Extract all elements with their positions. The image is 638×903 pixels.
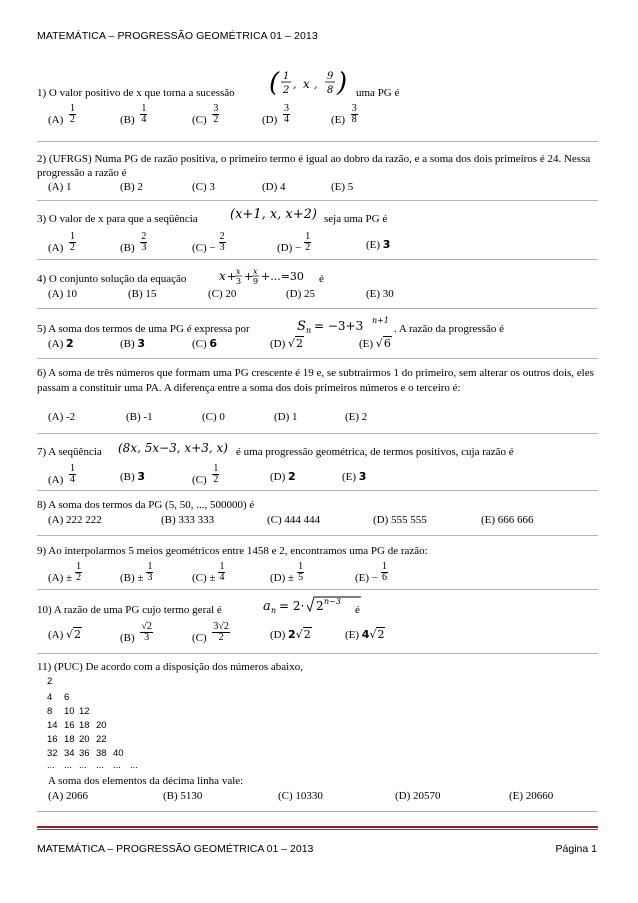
svg-text:x: x (236, 267, 241, 276)
fraction-numerator: 1 (70, 231, 76, 242)
fraction-numerator: 1 (305, 231, 311, 242)
fraction-denominator: 4 (284, 114, 290, 125)
answer-option (331, 103, 358, 131)
triangle-number: 20 (79, 734, 90, 745)
question-6-text: 6) A soma de três números que formam uma PG crescente é 19 e, se subtrairmos 1 do primeiro, sem alterar os outros dois, eles passam a constituir uma PA. A diferença entre a soma dos dois primeiros números e o terceiro é: (37, 367, 594, 394)
fraction-denominator: 2 (70, 114, 76, 125)
answer-option (277, 231, 311, 259)
answer-option (120, 231, 147, 259)
footer-rule (37, 826, 598, 828)
radical-sign: √ (66, 628, 74, 641)
svg-text:+...=30: +...=30 (261, 270, 304, 283)
sum-formula-graphic (297, 314, 397, 338)
option-value: 2 (66, 337, 74, 350)
fraction-denominator: 3 (140, 632, 153, 643)
divider (37, 535, 598, 536)
answer-option (366, 238, 390, 252)
answer-option (192, 621, 230, 649)
svg-text:n: n (271, 606, 277, 615)
answer-option (270, 337, 304, 351)
option-label: (B) (120, 242, 138, 255)
fraction-denominator: 2 (213, 114, 219, 125)
divider (37, 433, 598, 434)
fraction-numerator: 1 (70, 463, 76, 474)
option-label: (D) (270, 629, 289, 641)
question-9-text: 9) Ao interpolarmos 5 meios geométricos entre 1458 e 2, encontramos uma PG de razão: (37, 545, 428, 557)
option-fraction (212, 464, 219, 485)
question-2-options (48, 180, 598, 194)
question-3-expression: (x+1, x, x+2) (230, 207, 317, 222)
answer-option: (C) 20 (208, 288, 237, 300)
option-label: (E) (345, 629, 362, 641)
fraction-denominator: 3 (219, 242, 225, 253)
triangle-number: 22 (96, 734, 107, 745)
option-value: 3 (137, 337, 146, 350)
question-4 (37, 267, 598, 286)
answer-option: (B) -1 (126, 411, 153, 423)
divider (37, 589, 598, 590)
question-6-options (48, 410, 598, 424)
answer-option: (E) 20660 (509, 790, 554, 802)
question-3-options (48, 226, 598, 255)
svg-text:a: a (263, 599, 271, 614)
triangle-number: 12 (79, 706, 90, 717)
option-label: (D) (270, 471, 289, 483)
radicand: 2 (296, 337, 304, 350)
option-radical (66, 627, 82, 641)
option-sign: − (371, 572, 379, 585)
option-fraction (304, 232, 311, 253)
fraction-numerator: 3√2 (213, 621, 229, 632)
radical-sign: √ (375, 337, 383, 350)
answer-option: (D) 1 (274, 411, 298, 423)
option-label: (B) (120, 338, 138, 350)
option-fraction (69, 104, 76, 125)
question-8-text: 8) A soma dos termos da PG (5, 50, ..., 500000) é (37, 499, 255, 511)
option-label: (A) (48, 572, 67, 585)
question-7-tail: é uma progressão geométrica, de termos positivos, cuja razão é (236, 446, 514, 458)
answer-option: (B) 5130 (163, 790, 203, 802)
option-label: (B) (120, 572, 138, 585)
triangle-number: ... (47, 760, 55, 771)
svg-text:n+1: n+1 (372, 316, 389, 325)
fraction-numerator: 1 (141, 103, 147, 114)
option-label: (E) (366, 239, 383, 251)
answer-option: (A) 1 (48, 181, 72, 193)
option-label: (B) (120, 632, 138, 645)
triangle-number: ... (64, 760, 72, 771)
question-10-text: 10) A razão de uma PG cujo termo geral é (37, 604, 222, 616)
option-sign: ± (137, 572, 144, 585)
number-triangle (47, 676, 247, 771)
question-11-text: 11) (PUC) De acordo com a disposição dos números abaixo, (37, 661, 303, 673)
svg-text:+: + (244, 270, 254, 283)
option-label: (B) (120, 471, 138, 483)
answer-option: (D) 555 555 (373, 514, 427, 526)
answer-option: (E) 5 (331, 181, 354, 193)
radicand: 2 (303, 628, 311, 641)
option-radical (376, 336, 392, 350)
option-radical (369, 627, 385, 641)
option-fraction (140, 232, 147, 253)
triangle-number: 6 (64, 692, 70, 703)
triangle-number: ... (96, 760, 104, 771)
fraction-numerator: 3 (284, 103, 290, 114)
option-fraction (219, 232, 226, 253)
answer-option: (C) 444 444 (267, 514, 321, 526)
option-fraction (69, 464, 76, 485)
question-5-text: 5) A soma dos termos de uma PG é expressa por (37, 323, 250, 335)
svg-text:x: x (253, 267, 258, 276)
answer-option: (A) 10 (48, 288, 78, 300)
option-fraction (351, 104, 358, 125)
question-7 (37, 441, 598, 459)
svg-text:(: ( (269, 68, 280, 98)
question-7-options (48, 458, 598, 487)
fraction-denominator: 2 (76, 572, 82, 583)
fraction-denominator: 2 (70, 242, 76, 253)
answer-option (270, 561, 304, 589)
option-sign: − (209, 242, 216, 255)
answer-option (270, 470, 296, 484)
option-label: (C) (192, 114, 210, 127)
option-fraction (212, 104, 219, 125)
answer-option: (D) 20570 (395, 790, 441, 802)
svg-text:,: , (293, 78, 297, 91)
option-fraction (146, 562, 153, 583)
question-1-tail: uma PG é (356, 87, 400, 99)
answer-option: (B) 333 333 (161, 514, 215, 526)
answer-option (120, 470, 145, 484)
radical-sign: √ (295, 628, 303, 641)
triangle-number: 4 (47, 692, 53, 703)
answer-option: (A) -2 (48, 411, 76, 423)
option-label: (E) (359, 338, 376, 350)
option-radical (296, 627, 312, 641)
fraction-numerator: 1 (147, 561, 153, 572)
triangle-number: ... (113, 760, 121, 771)
triangle-number: 10 (64, 706, 75, 717)
answer-option: (C) 10330 (278, 790, 323, 802)
triangle-number: 18 (79, 720, 90, 731)
sequence-formula-graphic (269, 66, 359, 102)
answer-option: (D) 25 (286, 288, 316, 300)
option-label: (C) (192, 338, 210, 350)
fraction-denominator: 4 (70, 474, 76, 485)
answer-option: (A) 2066 (48, 790, 89, 802)
option-sign: ± (209, 572, 216, 585)
question-2-text: 2) (UFRGS) Numa PG de razão positiva, o primeiro termo é igual ao dobro da razão, e a soma dos dois primeiros é 24. Nessa progressão a razão é (37, 153, 591, 179)
option-label: (A) (48, 114, 67, 127)
answer-option: (D) 4 (262, 181, 286, 193)
fraction-denominator: 2 (305, 242, 311, 253)
svg-text:2: 2 (316, 599, 324, 613)
answer-option (192, 463, 219, 491)
svg-text:9: 9 (327, 71, 334, 82)
option-sign: ± (288, 572, 295, 585)
option-value: 3 (137, 470, 146, 483)
option-label: (D) (262, 114, 281, 127)
question-11-prompt: A soma dos elementos da décima linha vale: (48, 775, 244, 787)
option-fraction (140, 622, 153, 643)
triangle-number: 34 (64, 748, 75, 759)
triangle-number: 32 (47, 748, 58, 759)
answer-option (270, 628, 312, 642)
option-fraction (140, 104, 147, 125)
answer-option: (E) 2 (345, 411, 368, 423)
option-label: (A) (48, 629, 67, 641)
option-coefficient: 2 (288, 628, 296, 641)
radical-sign: √ (369, 628, 377, 641)
question-8-options (48, 513, 598, 527)
divider (37, 141, 598, 142)
option-label: (E) (342, 471, 359, 483)
answer-option (355, 561, 388, 589)
option-label: (D) (277, 242, 296, 255)
option-label: (A) (48, 338, 67, 350)
option-coefficient: 4 (361, 628, 370, 641)
option-label: (D) (270, 338, 289, 350)
fraction-denominator: 2 (212, 632, 230, 643)
option-fraction (297, 562, 304, 583)
answer-option (359, 337, 392, 351)
svg-text:S: S (297, 319, 306, 334)
answer-option (120, 561, 153, 589)
question-3 (37, 207, 598, 226)
question-11-options (48, 789, 598, 803)
triangle-number: ... (79, 760, 87, 771)
option-label: (C) (192, 632, 210, 645)
answer-option: (E) 666 666 (481, 514, 534, 526)
option-value: 6 (209, 337, 218, 350)
divider (37, 259, 598, 260)
triangle-number: 20 (96, 720, 107, 731)
fraction-denominator: 4 (219, 572, 225, 583)
page-number: Página 1 (555, 843, 597, 855)
triangle-number: 38 (96, 748, 107, 759)
option-fraction (69, 232, 76, 253)
answer-option: (C) 3 (192, 181, 215, 193)
answer-option: (B) 2 (120, 181, 143, 193)
fraction-numerator: 1 (382, 561, 388, 572)
fraction-numerator: 2 (141, 231, 147, 242)
footer-rule-thin (37, 829, 598, 830)
fraction-numerator: 1 (298, 561, 304, 572)
svg-text:n−3: n−3 (324, 597, 341, 606)
triangle-number: 36 (79, 748, 90, 759)
svg-text:9: 9 (253, 277, 259, 286)
option-value: 3 (382, 238, 391, 251)
page-footer: MATEMÁTICA – PROGRESSÃO GEOMÉTRICA 01 – 2013 (37, 843, 314, 855)
question-4-tail: é (319, 273, 324, 285)
triangle-number: 18 (64, 734, 75, 745)
divider (37, 200, 598, 201)
radical-sign: √ (288, 337, 296, 350)
divider (37, 490, 598, 491)
question-3-tail: seja uma PG é (324, 213, 388, 225)
option-value: 3 (358, 470, 367, 483)
answer-option: (C) 0 (202, 411, 225, 423)
option-fraction (381, 562, 388, 583)
question-9-options (48, 562, 598, 584)
option-fraction (75, 562, 82, 583)
question-5-options (48, 337, 598, 353)
answer-option (48, 628, 82, 642)
fraction-denominator: 6 (382, 572, 388, 583)
option-sign: − (295, 242, 302, 255)
option-fraction (218, 562, 225, 583)
question-1-options (48, 98, 598, 127)
option-value: 2 (288, 470, 296, 483)
triangle-number: 16 (64, 720, 75, 731)
answer-option: (A) 222 222 (48, 514, 102, 526)
answer-option (192, 561, 225, 589)
answer-option: (B) 15 (128, 288, 157, 300)
answer-option (262, 103, 290, 131)
fraction-denominator: 5 (298, 572, 304, 583)
fraction-numerator: 2 (219, 231, 225, 242)
svg-text:): ) (337, 68, 348, 98)
svg-text:n: n (306, 326, 312, 335)
answer-option (48, 231, 76, 259)
answer-option (192, 337, 217, 351)
fraction-numerator: 1 (219, 561, 225, 572)
option-label: (E) (355, 572, 372, 585)
option-radical (288, 336, 304, 350)
answer-option (48, 103, 76, 131)
svg-text:x: x (219, 269, 226, 283)
option-sign: ± (66, 572, 73, 585)
triangle-number: 8 (47, 706, 53, 717)
radicand: 6 (383, 337, 391, 350)
question-7-expression: (8x, 5x−3, x+3, x) (118, 441, 228, 455)
page-header: MATEMÁTICA – PROGRESSÃO GEOMÉTRICA 01 – 2013 (37, 30, 318, 42)
svg-text:= −3+3: = −3+3 (314, 319, 364, 333)
triangle-number: 2 (47, 676, 53, 687)
answer-option (345, 628, 385, 642)
svg-text:1: 1 (283, 71, 290, 82)
answer-option: (E) 30 (366, 288, 394, 300)
fraction-numerator: 1 (213, 463, 219, 474)
option-label: (C) (192, 242, 210, 255)
svg-text:= 2·: = 2· (279, 599, 305, 613)
svg-text:,: , (314, 78, 318, 91)
svg-text:3: 3 (236, 277, 242, 286)
question-10-options (48, 614, 598, 645)
answer-option (192, 103, 219, 131)
answer-option (342, 470, 366, 484)
question-7-text: 7) A seqüência (37, 446, 102, 458)
option-label: (C) (192, 572, 210, 585)
fraction-numerator: √2 (141, 621, 152, 632)
divider (37, 811, 598, 812)
answer-option (48, 463, 76, 491)
fraction-numerator: 1 (70, 103, 76, 114)
triangle-number: 16 (47, 734, 58, 745)
option-label: (A) (48, 242, 67, 255)
option-label: (B) (120, 114, 138, 127)
answer-option (120, 621, 153, 649)
fraction-numerator: 1 (76, 561, 82, 572)
question-4-options (48, 287, 598, 301)
triangle-number: ... (130, 760, 138, 771)
question-5-tail: . A razão da progressão é (394, 323, 504, 335)
svg-text:2: 2 (283, 85, 290, 96)
fraction-denominator: 3 (147, 572, 153, 583)
answer-option (48, 561, 82, 589)
question-5 (37, 316, 598, 336)
svg-text:x: x (303, 77, 310, 91)
option-fraction (283, 104, 290, 125)
option-label: (C) (192, 474, 210, 487)
fraction-numerator: 3 (351, 103, 357, 114)
option-label: (E) (331, 114, 348, 127)
fraction-denominator: 3 (141, 242, 147, 253)
divider (37, 308, 598, 309)
question-10-tail: é (355, 604, 360, 616)
fraction-denominator: 4 (141, 114, 147, 125)
option-label: (D) (270, 572, 289, 585)
answer-option (120, 337, 145, 351)
svg-text:+: + (227, 270, 237, 283)
option-label: (A) (48, 474, 67, 487)
answer-option (120, 103, 147, 131)
fraction-denominator: 8 (351, 114, 357, 125)
radicand: 2 (74, 628, 82, 641)
divider (37, 358, 598, 359)
fraction-numerator: 3 (213, 103, 219, 114)
divider (37, 653, 598, 654)
question-4-text: 4) O conjunto solução da equação (37, 273, 187, 285)
answer-option (48, 337, 74, 351)
radicand: 2 (377, 628, 385, 641)
triangle-number: 40 (113, 748, 124, 759)
fraction-denominator: 2 (213, 474, 219, 485)
svg-text:8: 8 (327, 85, 334, 96)
question-1-text: 1) O valor positivo de x que torna a sucessão (37, 87, 235, 99)
option-fraction (212, 622, 230, 643)
question-3-text: 3) O valor de x para que a seqüência (37, 213, 198, 225)
answer-option (192, 231, 226, 259)
triangle-number: 14 (47, 720, 58, 731)
